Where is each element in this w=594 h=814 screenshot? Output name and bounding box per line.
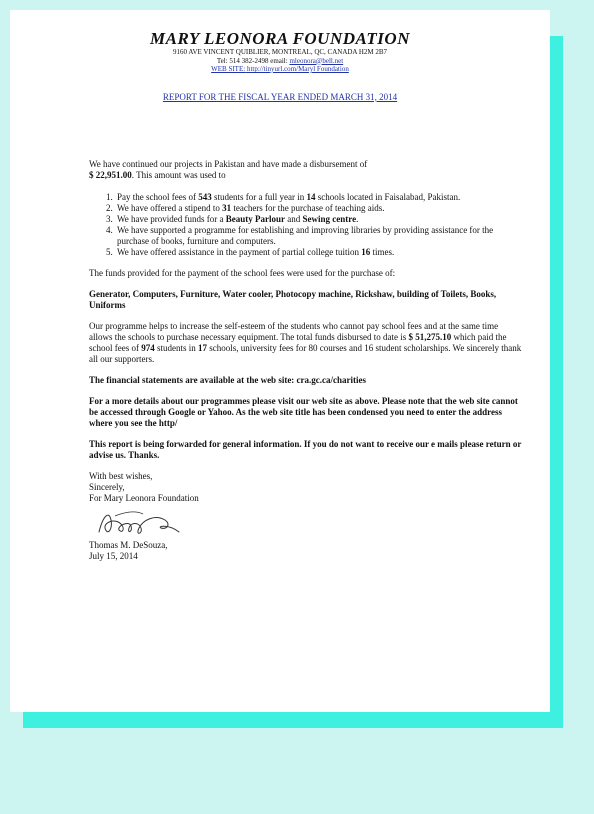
programme-paragraph: Our programme helps to increase the self-esteem of the students who cannot pay school fees and at the same time allows the schools to purchase necessary equipment. The total funds disbursed to date is $ 51,275.10 which paid the school fees of 974 students in 17 schools, university fees for 80 courses and 16 student scholarships. We sincerely thank all our supporters. bbox=[89, 320, 522, 364]
funds-paragraph: The funds provided for the payment of the school fees were used for the purchase of: bbox=[89, 267, 396, 278]
closing-block bbox=[89, 471, 522, 562]
intro-text: We have continued our projects in Pakistan and have made a disbursement of bbox=[89, 158, 368, 169]
list-item: 1. Pay the school fees of 543 students for a full year in 14 schools located in Faisalabad, Pakistan. bbox=[115, 192, 522, 203]
org-name: MARY LEONORA FOUNDATION bbox=[150, 29, 410, 48]
purchases-list: Generator, Computers, Furniture, Water cooler, Photocopy machine, Rickshaw, building of Toilets, Books, Uniforms bbox=[89, 288, 497, 310]
closing-line: With best wishes, bbox=[89, 470, 153, 481]
intro-paragraph bbox=[89, 159, 522, 181]
email-link[interactable]: mleonora@bell.net bbox=[289, 56, 344, 65]
activity-list bbox=[89, 192, 522, 258]
details-paragraph: For a more details about our programmes please visit our web site as above. Please note that the web site cannot be accessed through Google or Yahoo. As the web site title has been condensed you need to enter the address where you see the http/ bbox=[89, 395, 518, 428]
document-page bbox=[10, 10, 550, 712]
list-item: 3. We have provided funds for a Beauty Parlour and Sewing centre. bbox=[115, 214, 522, 225]
tel-label: Tel: 514 382-2498 email: bbox=[216, 56, 288, 65]
org-contact bbox=[38, 57, 522, 66]
org-website[interactable] bbox=[38, 65, 522, 74]
signature-date: July 15, 2014 bbox=[89, 550, 138, 561]
web-label: WEB SITE: bbox=[211, 65, 246, 73]
statements-paragraph: The financial statements are available at the web site: cra.gc.ca/charities bbox=[89, 374, 367, 385]
signature-image bbox=[95, 506, 185, 540]
list-item: 4. We have supported a programme for establishing and improving libraries by providing assistance for the purchase of books, furniture and computers. bbox=[115, 225, 522, 247]
closing-line: Sincerely, bbox=[89, 481, 125, 492]
web-url[interactable]: http://tinyurl.com/Maryl Foundation bbox=[246, 65, 349, 73]
org-address: 9160 AVE VINCENT QUIBLIER, MONTREAL, QC, CANADA H2M 2B7 bbox=[172, 48, 388, 56]
forwarded-paragraph: This report is being forwarded for general information. If you do not want to receive our e mails please return or advise us. Thanks. bbox=[89, 438, 522, 460]
closing-line: For Mary Leonora Foundation bbox=[89, 492, 199, 503]
report-title: REPORT FOR THE FISCAL YEAR ENDED MARCH 31, 2014 bbox=[162, 91, 398, 102]
list-item: 5. We have offered assistance in the payment of partial college tuition 16 times. bbox=[115, 247, 522, 258]
letterhead bbox=[38, 30, 522, 103]
list-item: 2. We have offered a stipend to 31 teachers for the purchase of teaching aids. bbox=[115, 203, 522, 214]
intro-after: . This amount was used to bbox=[131, 169, 226, 180]
signer-name: Thomas M. DeSouza, bbox=[89, 539, 168, 550]
intro-amount: $ 22,951.00 bbox=[89, 169, 132, 180]
